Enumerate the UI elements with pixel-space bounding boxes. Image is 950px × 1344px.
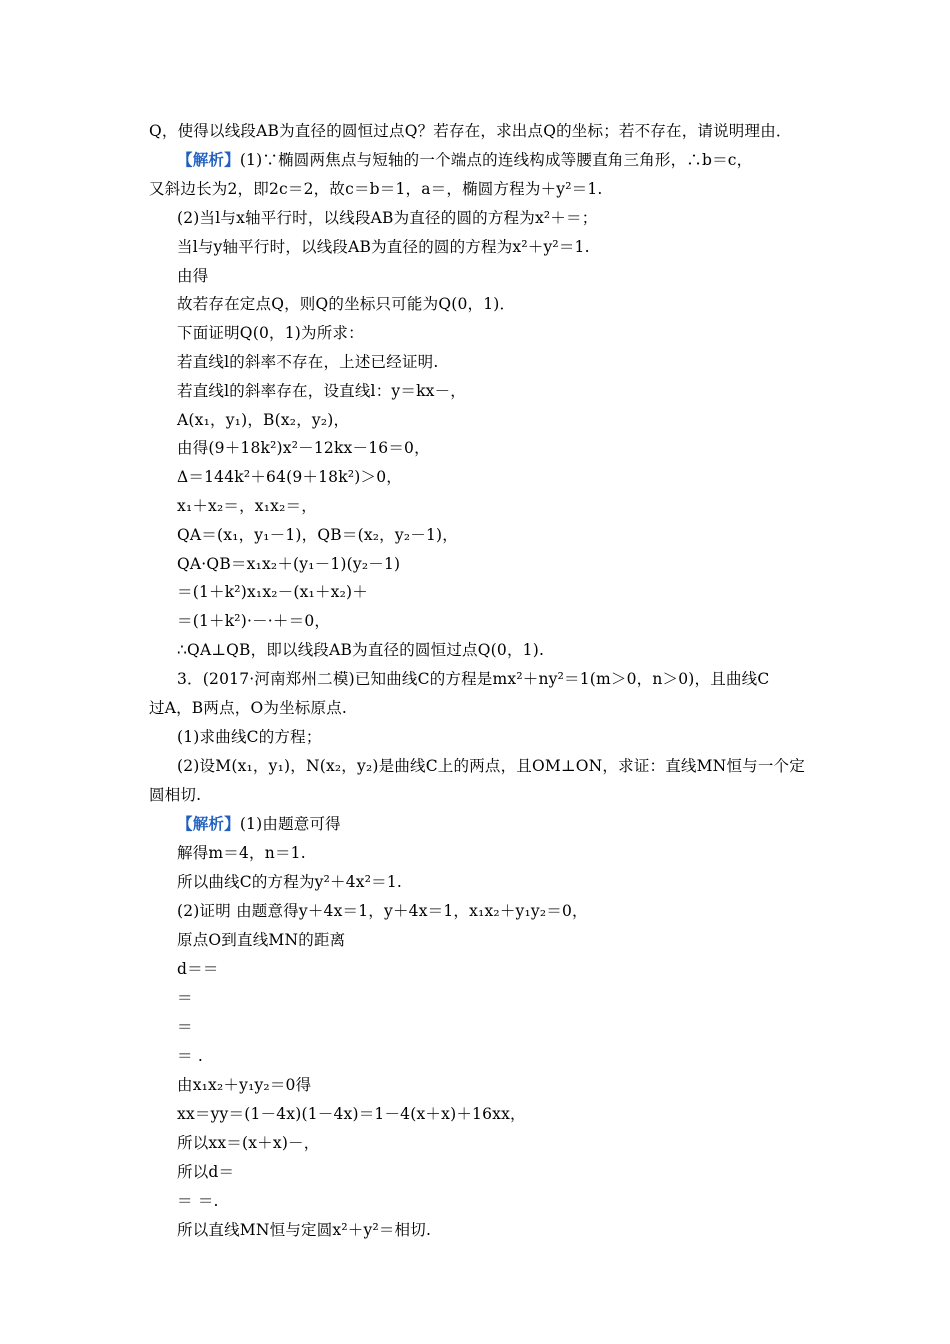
text-line: 若直线l的斜率存在，设直线l：y＝kx－，: [177, 382, 467, 400]
text-line: xx＝yy＝(1－4x)(1－4x)＝1－4(x＋x)＋16xx，: [177, 1105, 526, 1123]
text-line: ＝(1＋k²)x₁x₂－(x₁＋x₂)＋: [177, 583, 368, 601]
text-line: QA·QB＝x₁x₂＋(y₁－1)(y₂－1): [177, 555, 401, 573]
text-line: 下面证明Q(0，1)为所求：: [177, 324, 364, 342]
text-line: ＝ ＝.: [177, 1192, 219, 1210]
text-line: 若直线l的斜率不存在，上述已经证明.: [177, 353, 439, 371]
text-line: 由x₁x₂＋y₁y₂＝0得: [177, 1076, 312, 1094]
text-line: 故若存在定点Q，则Q的坐标只可能为Q(0，1)．: [177, 295, 516, 313]
text-line: (1)求曲线C的方程；: [177, 728, 322, 746]
text-line: 由得: [177, 267, 209, 285]
text-line: 当l与y轴平行时，以线段AB为直径的圆的方程为x²＋y²＝1.: [177, 238, 590, 256]
text-line: 圆相切.: [149, 786, 202, 804]
text-line: ＝: [177, 989, 193, 1007]
text-line: (2)设M(x₁，y₁)，N(x₂，y₂)是曲线C上的两点，且OM⊥ON，求证：直线MN恒与一个定: [177, 757, 805, 775]
text-line: QA＝(x₁，y₁－1)，QB＝(x₂，y₂－1)，: [177, 526, 458, 544]
text-line: 由得(9＋18k²)x²－12kx－16＝0，: [177, 439, 430, 457]
text-line: (2)证明 由题意得y＋4x＝1，y＋4x＝1，x₁x₂＋y₁y₂＝0，: [177, 902, 588, 920]
text-line: 所以曲线C的方程为y²＋4x²＝1.: [177, 873, 403, 891]
text-line: 所以直线MN恒与定圆x²＋y²＝相切.: [177, 1221, 432, 1239]
analysis-tag: 【解析】: [177, 814, 240, 833]
text-line: 所以xx＝(x＋x)－，: [177, 1134, 320, 1152]
analysis-tag: 【解析】: [177, 150, 240, 169]
text-line: Δ＝144k²＋64(9＋18k²)＞0，: [177, 468, 402, 486]
text-line: Q，使得以线段AB为直径的圆恒过点Q？若存在，求出点Q的坐标；若不存在，请说明理由．: [149, 122, 792, 140]
text-line: x₁＋x₂＝，x₁x₂＝，: [177, 497, 317, 515]
text-line: d＝＝: [177, 960, 219, 978]
text-line: A(x₁，y₁)，B(x₂，y₂)，: [177, 411, 350, 429]
text-line: 过A，B两点，O为坐标原点.: [149, 699, 348, 717]
text-line: (2)当l与x轴平行时，以线段AB为直径的圆的方程为x²＋＝；: [177, 209, 598, 227]
text-line: 【解析】(1)∵椭圆两焦点与短轴的一个端点的连线构成等腰直角三角形，∴b＝c，: [177, 150, 753, 169]
text-line: ＝ .: [177, 1047, 203, 1065]
text-line: 原点O到直线MN的距离: [177, 931, 346, 949]
text-line: 解得m＝4，n＝1.: [177, 844, 306, 862]
text-line: ＝: [177, 1018, 193, 1036]
text-line: ＝(1＋k²)·－·＋＝0，: [177, 612, 331, 630]
text-line: 所以d＝: [177, 1163, 235, 1181]
problem-3-heading: 3．(2017·河南郑州二模)已知曲线C的方程是mx²＋ny²＝1(m＞0，n＞0)，且曲线C: [177, 670, 770, 688]
text-line: 【解析】(1)由题意可得: [177, 814, 341, 833]
text-line: ∴QA⊥QB，即以线段AB为直径的圆恒过点Q(0，1).: [177, 641, 545, 659]
text-line: 又斜边长为2，即2c＝2，故c＝b＝1，a＝，椭圆方程为＋y²＝1.: [149, 180, 603, 198]
